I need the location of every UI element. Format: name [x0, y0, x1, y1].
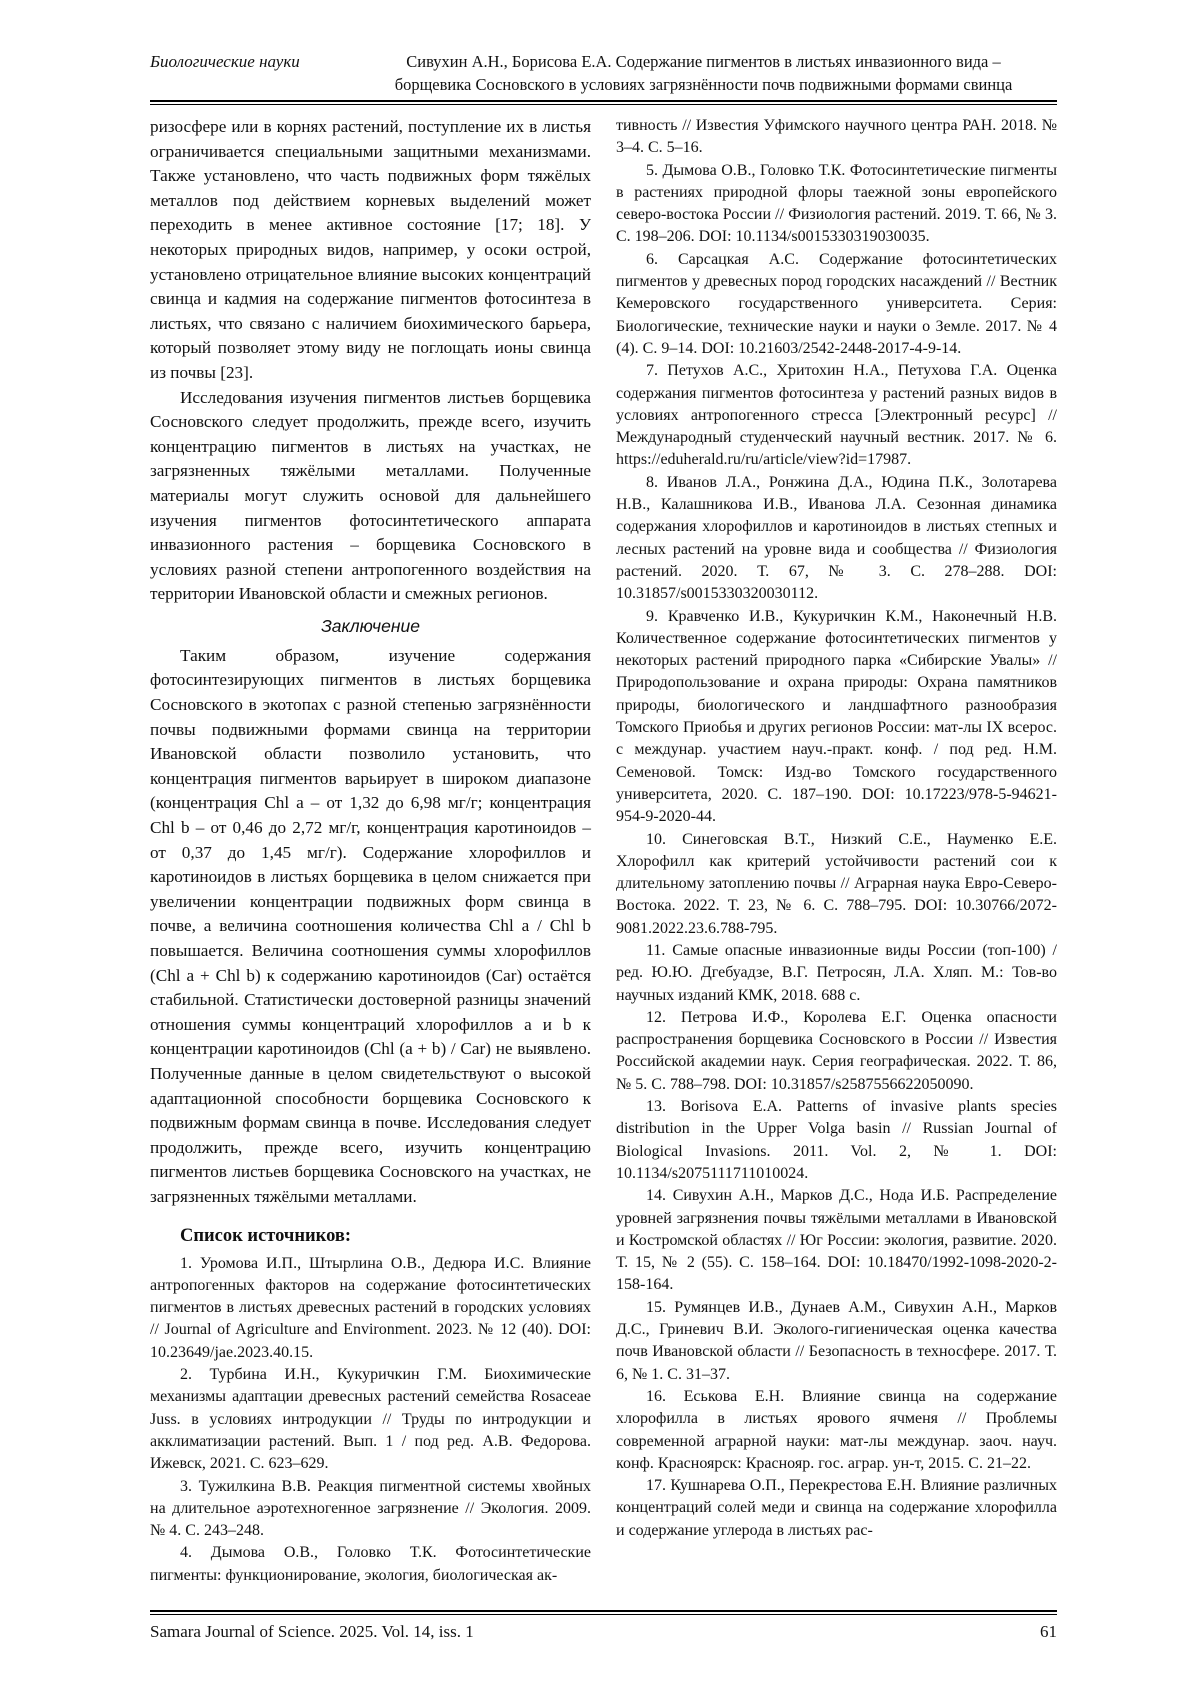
- reference-item-4: 4. Дымова О.В., Головко Т.К. Фотосинтетические пигменты: функционирование, экология, биологическая ак-: [150, 1544, 591, 1583]
- reference-item-2: 2. Турбина И.Н., Кукуричкин Г.М. Биохимические механизмы адаптации древесных растений семейства Rosaceae Juss. в условиях интродукции // Труды по интродукции и акклиматизации растений. Вып. 1 / под ред. А.В. Федорова. Ижевск, 2021. С. 623–629.: [150, 1366, 591, 1473]
- reference-item-8: 8. Иванов Л.А., Ронжина Д.А., Юдина П.К., Золотарева Н.В., Калашникова И.В., Иванова Л.А. Сезонная динамика содержания хлорофиллов и каротиноидов в листьях степных и лесных растений на уровне вида и сообщества // Физиология растений. 2020. Т. 67, № 3. С. 278–288. DOI: 10.31857/s0015330320030112.: [616, 473, 1057, 603]
- reference-item-7: 7. Петухов А.С., Хритохин Н.А., Петухова Г.А. Оценка содержания пигментов фотосинтеза у растений разных видов в условиях антропогенного стресса [Электронный ресурс] // Международный студенческий научный вестник. 2017. № 6. https://eduherald.ru/ru/article/view?id=17987.: [616, 362, 1057, 469]
- reference-item-6: 6. Сарсацкая А.С. Содержание фотосинтетических пигментов у древесных пород городских насаждений // Вестник Кемеровского государственного университета. Серия: Биологические, технические науки и науки о Земле. 2017. № 4 (4). С. 9–14. DOI: 10.21603/2542-2448-2017-4-9-14.: [616, 250, 1057, 357]
- conclusion-heading: Заключение: [321, 615, 420, 636]
- references-heading: Список источников:: [180, 1225, 352, 1246]
- reference-item-17: 17. Кушнарева О.П., Перекрестова Е.Н. Влияние различных концентраций солей меди и свинца на содержание хлорофилла и содержание углерода в листьях рас-: [616, 1477, 1057, 1539]
- page-header: [150, 50, 1057, 96]
- reference-item-11: 11. Самые опасные инвазионные виды России (топ-100) / ред. Ю.Ю. Дгебуадзе, В.Г. Петросян, Л.А. Хляп. М.: Тов-во научных изданий КМК, 2018. 688 с.: [616, 941, 1057, 1004]
- footer-journal-title: Samara Journal of Science. 2025. Vol. 14, iss. 1: [150, 1622, 474, 1641]
- reference-item-16: 16. Еськова Е.Н. Влияние свинца на содержание хлорофилла в листьях ярового ячменя // Проблемы современной аграрной науки: мат-лы междунар. заоч. науч. конф. Красноярск: Краснояр. гос. аграр. ун-т, 2015. С. 21–22.: [616, 1387, 1057, 1472]
- body-paragraph: Исследования изучения пигментов листьев борщевика Сосновского следует продолжить, прежде всего, изучить концентрацию пигментов в листьях на участках, не загрязненных тяжёлыми металлами. Полученные материалы могут служить основой для дальнейшего изучения пигментов фотосинтетического аппарата инвазионного растения – борщевика Сосновского в условиях разной степени антропогенного воздействия на территории Ивановской области и смежных регионов.: [150, 387, 591, 604]
- reference-item-9: 9. Кравченко И.В., Кукуричкин К.М., Наконечный Н.В. Количественное содержание фотосинтетических пигментов у некоторых растений природного парка «Сибирские Увалы» // Природопользование и охрана природы: Охрана памятников природы, биологического и ландшафтного разнообразия Томского Приобья и других регионов России: мат-лы IX всерос. с междунар. участием науч.-практ. конф. / под ред. Н.М. Семеновой. Томск: Изд-во Томского государственного университета, 2020. С. 187–190. DOI: 10.17223/978-5-94621-954-9-2020-44.: [616, 607, 1057, 826]
- reference-item-5: 5. Дымова О.В., Головко Т.К. Фотосинтетические пигменты в растениях природной флоры таежной зоны европейского северо-востока России // Физиология растений. 2019. Т. 66, № 3. С. 198–206. DOI: 10.1134/s0015330319030035.: [616, 161, 1057, 246]
- footer-page-number: 61: [1040, 1622, 1057, 1641]
- reference-item-14: 14. Сивухин А.Н., Марков Д.С., Нода И.Б. Распределение уровней загрязнения почвы тяжёлыми металлами в Ивановской и Костромской областях // Юг России: экология, развитие. 2020. Т. 15, № 2 (55). С. 158–164. DOI: 10.18470/1992-1098-2020-2-158-164.: [616, 1187, 1057, 1294]
- left-column: [150, 115, 591, 1583]
- reference-item-15: 15. Румянцев И.В., Дунаев А.М., Сивухин А.Н., Марков Д.С., Гриневич В.И. Эколого-гигиеническая оценка качества почв Ивановской области // Безопасность в техносфере. 2017. Т. 6, № 1. С. 31–37.: [616, 1298, 1057, 1383]
- section-label: Биологические науки: [150, 52, 300, 71]
- header-rule: [150, 100, 1057, 105]
- right-column: [616, 115, 1057, 1583]
- reference-item-10: 10. Синеговская В.Т., Низкий С.Е., Науменко Е.Е. Хлорофилл как критерий устойчивости растений сои к длительному затоплению почвы // Аграрная наука Евро-Северо-Востока. 2022. Т. 23, № 6. С. 788–795. DOI: 10.30766/2072-9081.2022.23.6.788-795.: [616, 830, 1057, 937]
- reference-item-12: 12. Петрова И.Ф., Королева Е.Г. Оценка опасности распространения борщевика Сосновского в России // Известия Российской академии наук. Серия географическая. 2022. Т. 86, № 5. С. 788–798. DOI: 10.31857/s2587556622050090.: [616, 1008, 1057, 1093]
- page-footer: [150, 1606, 1057, 1642]
- running-title: [350, 50, 1057, 96]
- reference-item-3: 3. Тужилкина В.В. Реакция пигментной системы хвойных на длительное аэротехногенное загрязнение // Экология. 2009. № 4. С. 243–248.: [150, 1477, 591, 1540]
- running-title-line1: Сивухин А.Н., Борисова Е.А. Содержание пигментов в листьях инвазионного вида –: [406, 52, 1001, 71]
- running-title-line2: борщевика Сосновского в условиях загрязнённости почв подвижными формами свинца: [394, 75, 1013, 94]
- reference-item-4-continuation: тивность // Известия Уфимского научного центра РАН. 2018. № 3–4. С. 5–16.: [616, 117, 1057, 157]
- conclusion-paragraph: Таким образом, изучение содержания фотосинтезирующих пигментов в листьях борщевика Сосновского в экотопах с разной степенью загрязнённости почвы подвижными формами свинца на территории Ивановской области позволило установить, что концентрация пигментов варьирует в широком диапазоне (концентрация Chl a – от 1,32 до 6,98 мг/г; концентрация Chl b – от 0,46 до 2,72 мг/г, концентрация каротиноидов – от 0,37 до 1,45 мг/г). Содержание хлорофиллов и каротиноидов в листьях борщевика в целом снижается при увеличении концентрации подвижных форм свинца в почве, а величина соотношения количества Chl a / Chl b повышается. Величина соотношения суммы хлорофиллов (Chl a + Chl b) к содержанию каротиноидов (Car) остаётся стабильной. Статистически достоверной разницы значений отношения суммы концентраций хлорофиллов a и b к концентрации каротиноидов (Chl (a + b) / Car) не выявлено. Полученные данные в целом свидетельствуют о высокой адаптационной способности борщевика Сосновского к подвижным формам свинца в почве. Исследования следует продолжить, прежде всего, изучить концентрацию пигментов листьев борщевика Сосновского на участках, не загрязненных тяжёлыми металлами.: [150, 645, 591, 1206]
- article-body: [150, 115, 1057, 1583]
- body-paragraph: ризосфере или в корнях растений, поступление их в листья ограничивается специальными защитными механизмами. Также установлено, что часть подвижных форм тяжёлых металлов под действием корневых выделений может переходить в менее активное состояние [17; 18]. У некоторых природных видов, например, у осоки острой, установлено отрицательное влияние высоких концентраций свинца и кадмия на содержание пигментов фотосинтеза в листьях, что связано с наличием биохимического барьера, который позволяет этому виду не поглощать ионы свинца из почвы [23].: [150, 117, 591, 382]
- reference-item-13: 13. Borisova E.A. Patterns of invasive plants species distribution in the Upper Volga basin // Russian Journal of Biological Invasions. 2011. Vol. 2, № 1. DOI: 10.1134/s2075111711010024.: [616, 1098, 1057, 1182]
- reference-item-1: 1. Уромова И.П., Штырлина О.В., Дедюра И.С. Влияние антропогенных факторов на содержание фотосинтетических пигментов в листьях древесных растений в городских условиях // Journal of Agriculture and Environment. 2023. № 12 (40). DOI: 10.23649/jae.2023.40.15.: [150, 1254, 591, 1361]
